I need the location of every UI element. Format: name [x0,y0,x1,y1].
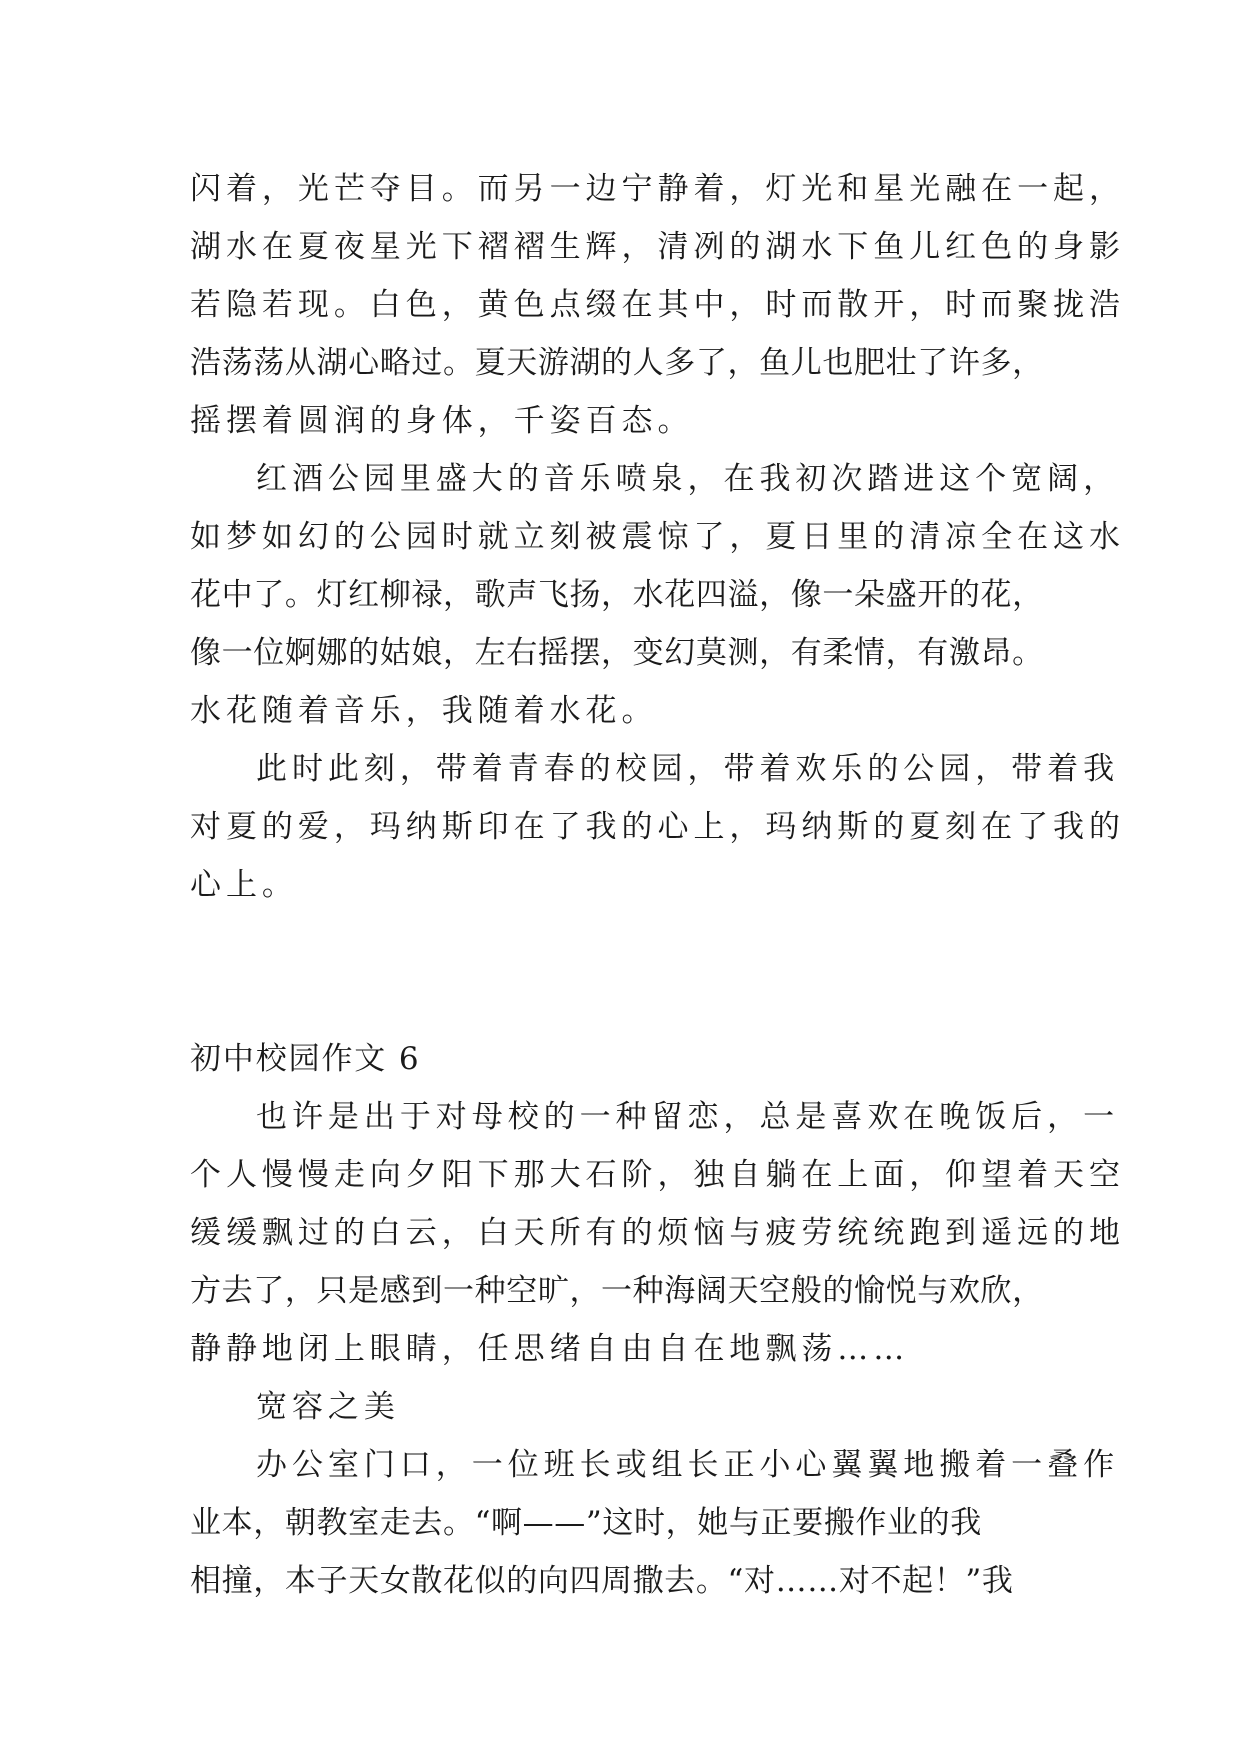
text-line: 像一位婀娜的姑娘，左右摇摆，变幻莫测，有柔情，有激昂。 [190,635,1044,671]
paragraph [190,160,1125,450]
text-line: 此时此刻，带着青春的校园，带着欢乐的公园，带着我 [256,751,1120,787]
text-line: 静静地闭上眼睛，任思绪自由自在地飘荡…… [190,1331,910,1367]
text-line: 如梦如幻的公园时就立刻被震惊了，夏日里的清凉全在这水 [190,519,1125,555]
paragraph [190,740,1125,914]
text-line: 也许是出于对母校的一种留恋，总是喜欢在晚饭后，一 [256,1099,1120,1135]
text-line: 个人慢慢走向夕阳下那大石阶，独自躺在上面，仰望着天空 [190,1157,1125,1193]
text-line: 红酒公园里盛大的音乐喷泉，在我初次踏进这个宽阔， [256,461,1120,497]
essay-subtitle: 宽容之美 [256,1389,400,1425]
text-line: 缓缓飘过的白云，白天所有的烦恼与疲劳统统跑到遥远的地 [190,1215,1125,1251]
text-line: 相撞，本子天女散花似的向四周撒去。“对……对不起！”我 [190,1563,1014,1599]
text-line: 浩荡荡从湖心略过。夏天游湖的人多了，鱼儿也肥壮了许多， [190,345,1044,381]
section-title: 初中校园作文 6 [190,1041,421,1077]
paragraph [190,1088,1125,1378]
text-line: 花中了。灯红柳禄，歌声飞扬，水花四溢，像一朵盛开的花， [190,577,1044,613]
section-spacer [190,914,1060,1030]
text-line: 摇摆着圆润的身体，千姿百态。 [190,403,694,439]
text-line: 方去了，只是感到一种空旷，一种海阔天空般的愉悦与欢欣， [190,1273,1044,1309]
document-body [190,160,1125,1610]
paragraph [190,450,1125,740]
text-line: 湖水在夏夜星光下褶褶生辉，清冽的湖水下鱼儿红色的身影 [190,229,1125,265]
text-line: 办公室门口，一位班长或组长正小心翼翼地搬着一叠作 [256,1447,1120,1483]
text-line: 业本，朝教室走去。“啊——”这时，她与正要搬作业的我 [190,1505,982,1541]
text-line: 闪着，光芒夺目。而另一边宁静着，灯光和星光融在一起， [190,171,1125,207]
paragraph [190,1436,1120,1610]
text-line: 对夏的爱，玛纳斯印在了我的心上，玛纳斯的夏刻在了我的 [190,809,1125,845]
text-line: 水花随着音乐，我随着水花。 [190,693,658,729]
text-line: 心上。 [190,867,298,903]
text-line: 若隐若现。白色，黄色点缀在其中，时而散开，时而聚拢浩 [190,287,1125,323]
